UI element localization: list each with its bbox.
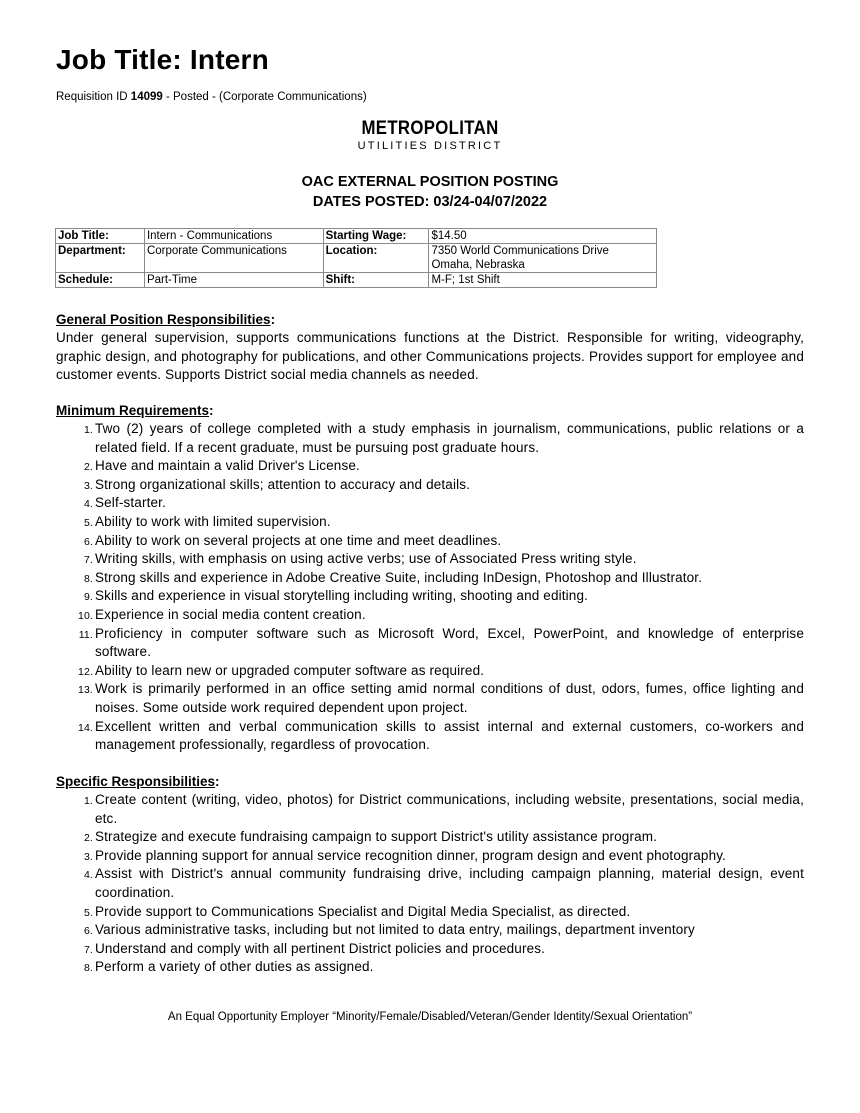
list-item-number: 7. bbox=[83, 554, 93, 567]
general-body: Under general supervision, supports communications functions at the District. Responsible for writing, videography, graphic design, and photography for publications, and other Communications projects. Provides support for employee and customer events. Supports District social media channels as needed. bbox=[56, 330, 804, 383]
list-item-text: Skills and experience in visual storytelling including writing, shooting and editing. bbox=[95, 588, 589, 604]
minimum-requirements-section bbox=[56, 402, 804, 755]
list-item-text: Provide support to Communications Specialist and Digital Media Specialist, as directed. bbox=[95, 903, 631, 919]
schedule-label: Schedule: bbox=[56, 273, 145, 288]
list-item-number: 5. bbox=[83, 906, 93, 919]
list-item-number: 13. bbox=[77, 684, 93, 697]
list-item-text: Various administrative tasks, including but not limited to data entry, mailings, department inventory bbox=[95, 922, 695, 938]
list-item-text: Ability to learn new or upgraded computer software as required. bbox=[95, 662, 485, 678]
table-row bbox=[56, 229, 657, 244]
list-item-number: 2. bbox=[83, 461, 93, 474]
list-item-number: 3. bbox=[83, 850, 93, 863]
department-value: Corporate Communications bbox=[144, 244, 323, 273]
table-row bbox=[56, 273, 657, 288]
schedule-value: Part-Time bbox=[144, 273, 323, 288]
posting-dates: DATES POSTED: 03/24-04/07/2022 bbox=[312, 194, 548, 210]
list-item bbox=[77, 718, 804, 755]
list-item-number: 14. bbox=[77, 721, 93, 734]
list-item-text: Two (2) years of college completed with a study emphasis in journalism, communications, public relations or a related field. If a recent graduate, must be pursuing post graduate hours. bbox=[95, 421, 804, 455]
specific-responsibilities-list bbox=[56, 791, 804, 977]
list-item-number: 9. bbox=[83, 591, 93, 604]
starting-wage-value: $14.50 bbox=[429, 229, 657, 244]
list-item-text: Perform a variety of other duties as assigned. bbox=[95, 959, 374, 975]
list-item-number: 8. bbox=[83, 962, 93, 975]
list-item-number: 1. bbox=[83, 795, 93, 807]
specific-heading: Specific Responsibilities bbox=[56, 774, 216, 789]
list-item bbox=[83, 476, 804, 495]
list-item bbox=[83, 940, 804, 959]
logo-main-text: METROPOLITAN bbox=[361, 117, 499, 139]
list-item-text: Strong skills and experience in Adobe Creative Suite, including InDesign, Photoshop and Illustrator. bbox=[95, 569, 703, 585]
shift-label: Shift: bbox=[323, 273, 429, 288]
requisition-suffix: - Posted - (Corporate Communications) bbox=[165, 91, 367, 103]
list-item bbox=[83, 847, 804, 866]
list-item bbox=[83, 921, 804, 940]
list-item bbox=[83, 420, 804, 457]
company-logo bbox=[340, 117, 520, 153]
section-heading bbox=[56, 402, 804, 420]
list-item-number: 7. bbox=[83, 943, 93, 956]
logo-sub-text: UTILITIES DISTRICT bbox=[357, 140, 503, 152]
general-responsibilities-section bbox=[56, 311, 804, 385]
requisition-prefix: Requisition ID bbox=[56, 91, 128, 103]
list-item bbox=[78, 625, 804, 662]
list-item-number: 3. bbox=[83, 479, 93, 492]
list-item bbox=[77, 680, 804, 717]
job-title-value: Intern - Communications bbox=[144, 229, 323, 244]
list-item-text: Ability to work on several projects at one time and meet deadlines. bbox=[95, 532, 502, 548]
list-item-text: Work is primarily performed in an office setting amid normal conditions of dust, odors, fumes, office lighting and noises. Some outside work required dependent upon project. bbox=[95, 681, 804, 715]
general-heading: General Position Responsibilities bbox=[56, 312, 271, 327]
list-item bbox=[83, 457, 804, 476]
requisition-id: 14099 bbox=[130, 91, 163, 103]
location-value bbox=[429, 244, 657, 273]
list-item-text: Understand and comply with all pertinent District policies and procedures. bbox=[95, 940, 546, 956]
list-item-number: 6. bbox=[83, 535, 93, 548]
list-item-number: 4. bbox=[83, 869, 93, 882]
list-item bbox=[83, 550, 804, 569]
starting-wage-label: Starting Wage: bbox=[323, 229, 429, 244]
list-item bbox=[83, 828, 804, 847]
list-item bbox=[83, 494, 804, 513]
section-heading bbox=[56, 773, 804, 791]
list-item-text: Provide planning support for annual service recognition dinner, program design and event photography. bbox=[95, 847, 727, 863]
list-item bbox=[83, 569, 804, 588]
list-item-number: 5. bbox=[83, 516, 93, 529]
list-item bbox=[77, 662, 804, 681]
list-item-text: Proficiency in computer software such as Microsoft Word, Excel, PowerPoint, and knowledge of enterprise software. bbox=[95, 625, 804, 660]
list-item bbox=[77, 606, 804, 625]
list-item-number: 8. bbox=[83, 572, 93, 585]
list-item-number: 11. bbox=[78, 628, 93, 641]
department-label: Department: bbox=[56, 244, 145, 273]
section-heading bbox=[56, 311, 804, 329]
location-label: Location: bbox=[323, 244, 429, 273]
list-item-text: Assist with District's annual community fundraising drive, including campaign planning, material design, event coordination. bbox=[95, 866, 804, 900]
minimum-heading: Minimum Requirements bbox=[56, 403, 210, 418]
page-title: Job Title: Intern bbox=[56, 44, 269, 75]
minimum-requirements-list bbox=[56, 420, 804, 755]
list-item-number: 1. bbox=[83, 424, 93, 436]
list-item-text: Create content (writing, video, photos) for District communications, including website, presentations, social media, etc. bbox=[95, 792, 804, 826]
equal-opportunity-statement: An Equal Opportunity Employer “Minority/Female/Disabled/Veteran/Gender Identity/Sexual Orientation” bbox=[167, 1011, 693, 1023]
list-item-text: Writing skills, with emphasis on using active verbs; use of Associated Press writing style. bbox=[95, 551, 637, 567]
list-item bbox=[83, 791, 804, 828]
heading-colon: : bbox=[215, 774, 220, 789]
list-item-number: 12. bbox=[77, 665, 93, 678]
job-info-table bbox=[55, 228, 657, 288]
list-item bbox=[83, 587, 804, 606]
list-item-text: Ability to work with limited supervision. bbox=[95, 513, 331, 529]
heading-colon: : bbox=[209, 403, 214, 418]
list-item-text: Strategize and execute fundraising campaign to support District's utility assistance program. bbox=[95, 829, 658, 845]
list-item-text: Strong organizational skills; attention to accuracy and details. bbox=[95, 476, 471, 492]
list-item-number: 6. bbox=[83, 925, 93, 938]
heading-colon: : bbox=[270, 312, 276, 327]
location-city: Omaha, Nebraska bbox=[431, 259, 525, 271]
location-street: 7350 World Communications Drive bbox=[431, 245, 609, 257]
table-row bbox=[56, 244, 657, 273]
specific-responsibilities-section bbox=[56, 773, 804, 977]
list-item-text: Excellent written and verbal communication skills to assist internal and external customers, co-workers and management professionally, regardless of provocation. bbox=[95, 718, 804, 753]
list-item bbox=[83, 903, 804, 922]
list-item-number: 10. bbox=[77, 609, 93, 622]
job-title-label: Job Title: bbox=[56, 229, 145, 244]
list-item-text: Have and maintain a valid Driver's License. bbox=[95, 458, 360, 474]
list-item bbox=[83, 513, 804, 532]
list-item bbox=[83, 865, 804, 902]
posting-heading: OAC EXTERNAL POSITION POSTING bbox=[301, 174, 559, 190]
list-item-number: 2. bbox=[83, 832, 93, 845]
list-item bbox=[83, 532, 804, 551]
list-item-number: 4. bbox=[83, 498, 93, 511]
list-item-text: Experience in social media content creation. bbox=[95, 606, 366, 622]
requisition-line bbox=[56, 91, 367, 103]
list-item bbox=[83, 958, 804, 977]
shift-value: M-F; 1st Shift bbox=[429, 273, 657, 288]
list-item-text: Self-starter. bbox=[95, 495, 166, 511]
